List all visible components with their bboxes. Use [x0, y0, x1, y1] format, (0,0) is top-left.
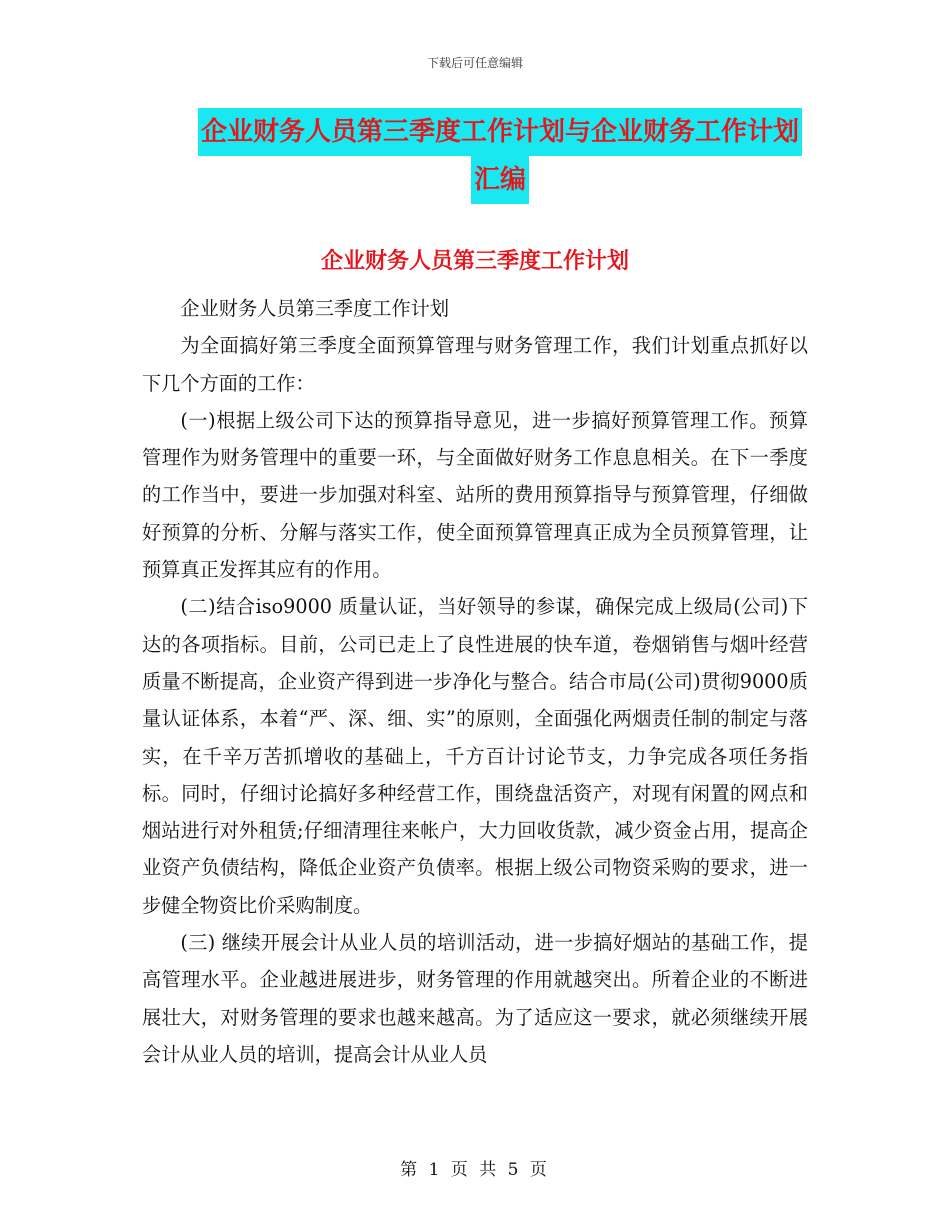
document-title: [190, 108, 810, 204]
paragraph-item-3: (三) 继续开展会计从业人员的培训活动，进一步搞好烟站的基础工作，提高管理水平。企业越进展进步，财务管理的作用就越突出。所着企业的不断进展壮大，对财务管理的要求也越来越高。为了适应这一要求，就必须继续开展会计从业人员的培训，提高会计从业人员: [142, 931, 808, 1066]
header-note: 下载后可任意编辑: [426, 56, 523, 70]
document-title-line-1: 企业财务人员第三季度工作计划与企业财务工作计划: [198, 108, 802, 156]
paragraph-item-1: (一)根据上级公司下达的预算指导意见，进一步搞好预算管理工作。预算管理作为财务管理中的重要一环，与全面做好财务工作息息相关。在下一季度的工作当中，要进一步加强对科室、站所的费用预算指导与预算管理，仔细做好预算的分析、分解与落实工作，使全面预算管理真正成为全员预算管理，让预算真正发挥其应有的作用。: [142, 408, 808, 582]
document-title-line-2: 汇编: [471, 156, 529, 204]
section-title: 企业财务人员第三季度工作计划: [320, 249, 629, 274]
page-indicator: 第 1 页 共 5 页: [400, 1160, 550, 1180]
paragraph-item-2: (二)结合iso9000 质量认证，当好领导的参谋，确保完成上级局(公司)下达的各项指标。目前，公司已走上了良性进展的快车道，卷烟销售与烟叶经营质量不断提高，企业资产得到进一步净化与整合。结合市局(公司)贯彻9000质量认证体系，本着“严、深、细、实”的原则，全面强化两烟责任制的制定与落实，在千辛万苦抓增收的基础上，千方百计讨论节支，力争完成各项任务指标。同时，仔细讨论搞好多种经营工作，围绕盘活资产，对现有闲置的网点和烟站进行对外租赁;仔细清理往来帐户，大力回收货款，减少资金占用，提高企业资产负债结构，降低企业资产负债率。根据上级公司物资采购的要求，进一步健全物资比价采购制度。: [142, 595, 808, 917]
document-body: [142, 290, 808, 1073]
paragraph-heading: 企业财务人员第三季度工作计划: [180, 297, 450, 320]
paragraph-intro: 为全面搞好第三季度全面预算管理与财务管理工作，我们计划重点抓好以下几个方面的工作：: [142, 334, 808, 395]
